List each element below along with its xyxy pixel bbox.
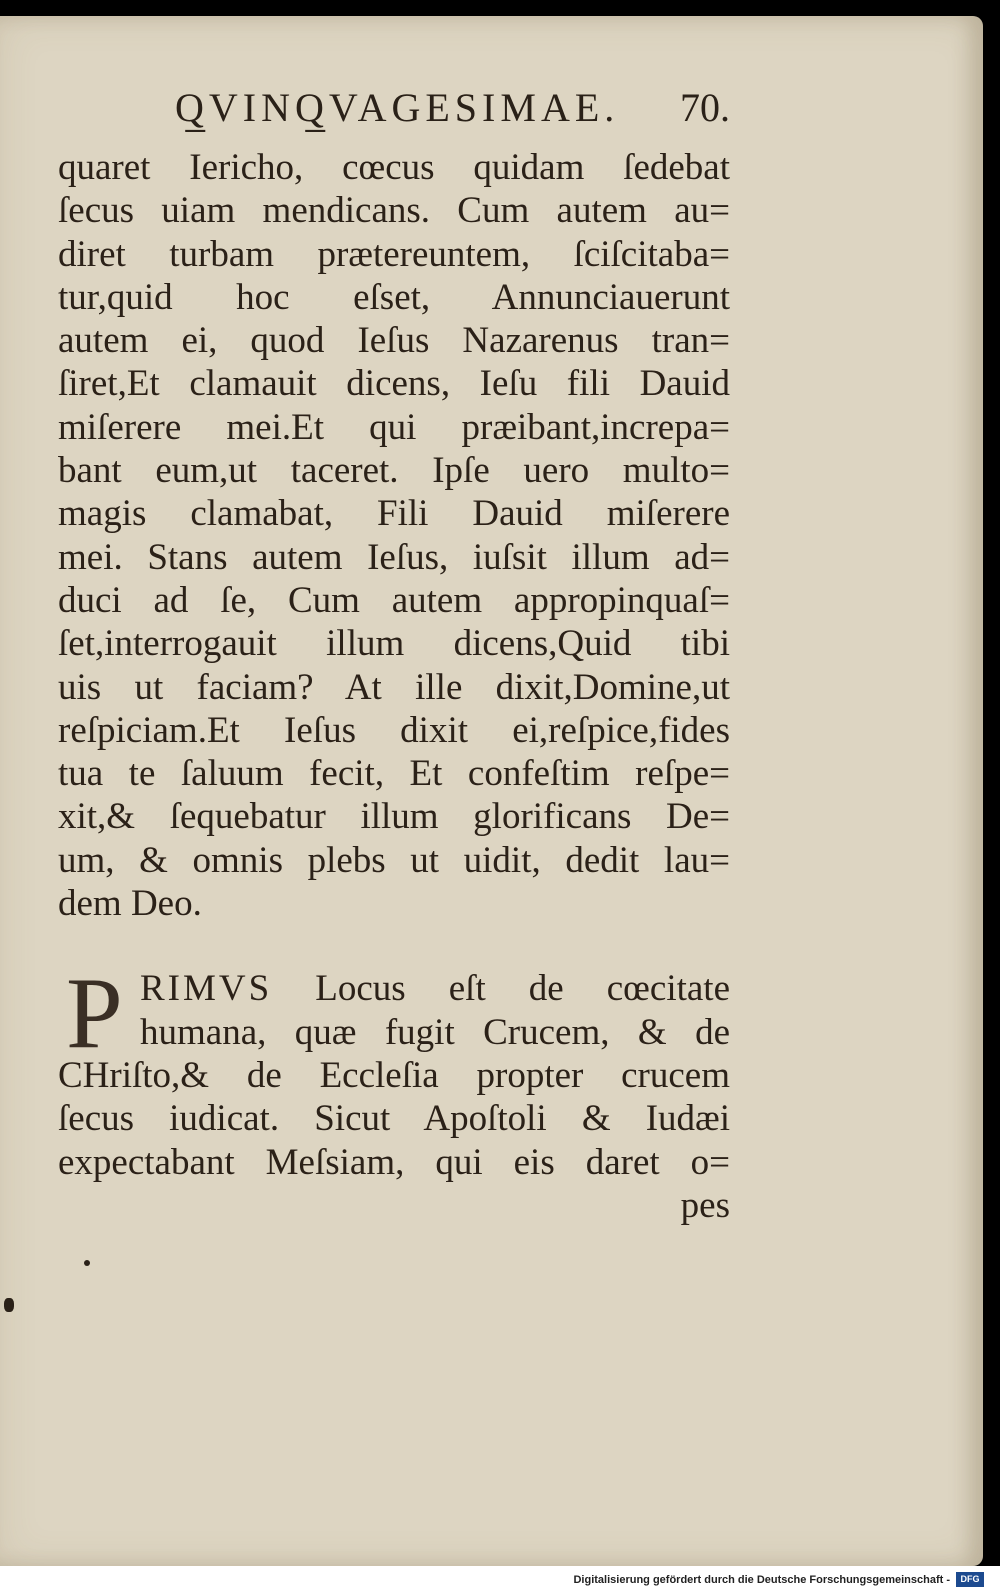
text-line: quaret Iericho, cœcus quidam ſedebat xyxy=(58,147,730,188)
text-line-first xyxy=(58,967,730,1010)
text-line: ſiret,Et clamauit dicens, Ieſu fili Dauid xyxy=(58,363,730,405)
text-line: ſecus uiam mendicans. Cum autem au= xyxy=(58,190,730,232)
text-line: magis clamabat, Fili Dauid miſerere xyxy=(58,493,730,535)
text-line: ſet,interrogauit illum dicens,Quid tibi xyxy=(58,623,730,665)
lead-word: RIMVS xyxy=(140,968,273,1010)
book-page xyxy=(0,16,983,1566)
paragraph-primus-locus xyxy=(58,957,731,1227)
text-line: expectabant Meſsiam, qui eis daret o= xyxy=(58,1141,730,1183)
digitization-footer xyxy=(0,1566,1000,1596)
text-line: humana, quæ fugit Crucem, & de xyxy=(140,1011,730,1053)
paragraph-gospel-text xyxy=(58,146,730,925)
text-line: reſpiciam.Et Ieſus dixit ei,reſpice,fides xyxy=(58,709,730,751)
text-line: tur,quid hoc eſset, Annunciauerunt xyxy=(58,276,730,318)
footer-note: Digitalisierung gefördert durch die Deutsche Forschungsgemeinschaft - xyxy=(573,1574,950,1586)
text-line: uis ut faciam? At ille dixit,Domine,ut xyxy=(58,666,730,708)
text-line: miſerere mei.Et qui præibant,increpa= xyxy=(58,406,730,448)
drop-cap: P xyxy=(66,957,123,1071)
text-line: autem ei, quod Ieſus Nazarenus tran= xyxy=(58,320,730,362)
text-block xyxy=(58,146,730,1227)
page-header xyxy=(0,84,983,144)
running-head: Q̲VINQ̲VAGESIMAE. xyxy=(175,85,620,130)
catchword: pes xyxy=(680,1184,730,1226)
margin-mark xyxy=(4,1298,14,1312)
text-line: mei. Stans autem Ieſus, iuſsit illum ad= xyxy=(58,536,730,578)
text-line: bant eum,ut taceret. Ipſe uero multo= xyxy=(58,450,730,492)
text-line: xit,& ſequebatur illum glorificans De= xyxy=(58,796,730,838)
dfg-logo-icon: DFG xyxy=(956,1572,984,1587)
text-line-last: dem Deo. xyxy=(58,883,202,925)
text-line: um, & omnis plebs ut uidit, dedit lau= xyxy=(58,839,730,881)
lead-line-rest: Locus eſt de cœcitate xyxy=(315,968,731,1010)
text-line: ſecus iudicat. Sicut Apoſtoli & Iudæi xyxy=(58,1098,730,1140)
text-line: CHriſto,& de Eccleſia propter crucem xyxy=(58,1054,730,1096)
ink-speck xyxy=(84,1260,90,1266)
text-line: duci ad ſe, Cum autem appropinquaſ= xyxy=(58,579,730,621)
folio-number: 70. xyxy=(680,85,730,130)
text-line: tua te ſaluum fecit, Et confeſtim reſpe= xyxy=(58,753,730,795)
text-line: diret turbam prætereuntem, ſciſcitaba= xyxy=(58,233,730,275)
